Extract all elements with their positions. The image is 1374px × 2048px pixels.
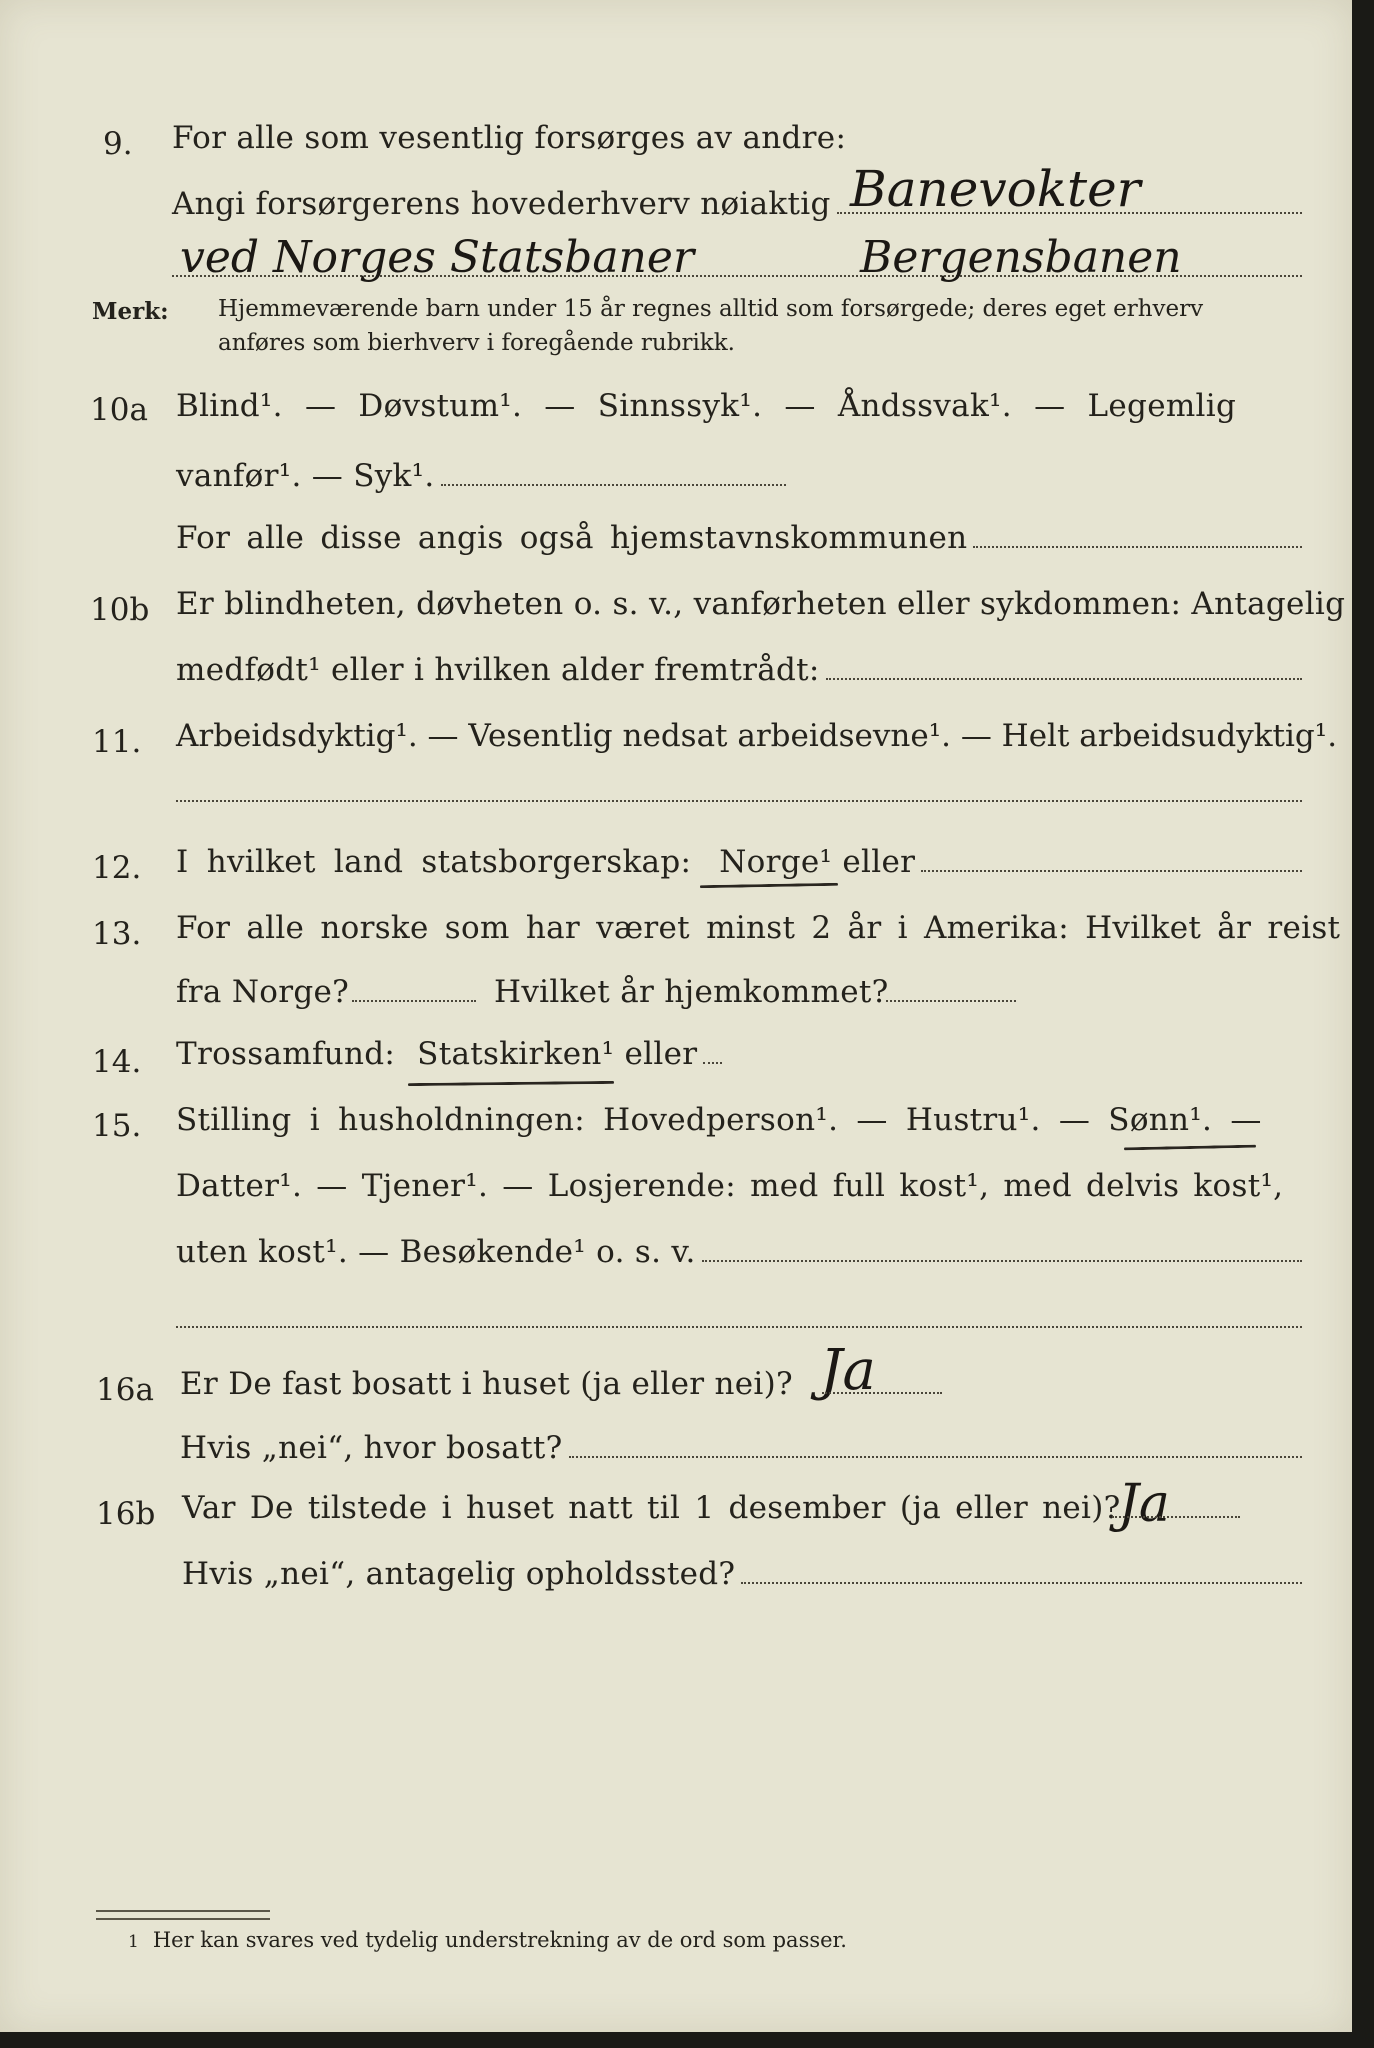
q14-answer: Statskirken¹ eller: [417, 1036, 698, 1072]
q14-line1: Trossamfund: Statskirken¹ eller: [176, 1036, 722, 1072]
q10a-line2: vanfør¹. — Syk¹.: [176, 458, 786, 494]
q16b-number: 16b: [96, 1496, 156, 1532]
footnote-rule: [96, 1910, 270, 1912]
q14-underline-statskirken: [408, 1081, 614, 1086]
q9-line1: [172, 120, 846, 156]
q16a-line1: Er De fast bosatt i huset (ja eller nei)?: [180, 1366, 793, 1402]
footnote-mark: 1: [128, 1932, 139, 1952]
q9-text-1: For alle som vesentlig forsørges av andre:: [172, 120, 847, 156]
q10b-line1: Er blindheten, døvheten o. s. v., vanførheten eller sykdommen: Antagelig: [176, 586, 1346, 622]
q9-handwritten-employer: ved Norges Statsbaner: [180, 232, 694, 283]
q16b-answer-line[interactable]: [1112, 1516, 1240, 1518]
q16b-line2: Hvis „nei“, antagelig opholdssted?: [182, 1556, 1302, 1592]
q9-number: 9.: [103, 126, 133, 162]
q10a-line1: Blind¹. — Døvstum¹. — Sinnssyk¹. — Åndssvak¹. — Legemlig: [176, 388, 1237, 424]
q16b-line1: Var De tilstede i huset natt til 1 desember (ja eller nei)?: [182, 1490, 1121, 1526]
q15-answer-line[interactable]: [702, 1259, 1302, 1262]
q11-answer-line[interactable]: [176, 800, 1302, 802]
footnote-rule-2: [96, 1918, 270, 1920]
q16a-handwritten-answer: Ja: [820, 1338, 876, 1403]
q15-line2: Datter¹. — Tjener¹. — Losjerende: med full kost¹, med delvis kost¹,: [176, 1168, 1284, 1204]
q13-line2b: Hvilket år hjemkommet?: [494, 974, 889, 1010]
q13-hjemkommet-line[interactable]: [886, 1000, 1016, 1002]
q10a-answer-line[interactable]: [441, 483, 786, 486]
merk-line1: Hjemmeværende barn under 15 år regnes alltid som forsørgede; deres eget erhverv: [218, 296, 1204, 322]
q9-text-2: Angi forsørgerens hovederhverv nøiaktig: [172, 186, 831, 222]
q10a-line3: For alle disse angis også hjemstavnskommunen: [176, 520, 1302, 556]
q10a-municipality-line[interactable]: [973, 545, 1302, 548]
q11-line1: Arbeidsdyktig¹. — Vesentlig nedsat arbeidsevne¹. — Helt arbeidsudyktig¹.: [176, 718, 1338, 754]
q14-answer-line[interactable]: [703, 1061, 722, 1064]
q15-answer-line-2[interactable]: [176, 1326, 1302, 1328]
q16a-line2: Hvis „nei“, hvor bosatt?: [180, 1430, 1302, 1466]
q12-underline-norge: [700, 883, 838, 888]
q13-reist-line[interactable]: [352, 1000, 476, 1002]
q15-number: 15.: [92, 1108, 142, 1144]
q9-handwritten-occupation: Banevokter: [850, 160, 1141, 218]
q10b-answer-line[interactable]: [826, 677, 1302, 680]
q13-line2: fra Norge?: [176, 974, 350, 1010]
merk-label: Merk:: [92, 298, 169, 325]
q16b-opholdssted-line[interactable]: [741, 1581, 1302, 1584]
q10b-number: 10b: [90, 592, 150, 628]
q12-line1: I hvilket land statsborgerskap: Norge¹ eller: [176, 844, 1302, 880]
q16a-bosatt-line[interactable]: [569, 1455, 1302, 1458]
q12-answer: Norge¹ eller: [719, 844, 916, 880]
q9-handwritten-line: Bergensbanen: [860, 232, 1182, 283]
footnote-text: Her kan svares ved tydelig understrekning av de ord som passer.: [152, 1928, 847, 1952]
q11-number: 11.: [92, 724, 142, 760]
q13-line1: For alle norske som har været minst 2 år i Amerika: Hvilket år reist: [176, 910, 1341, 946]
q16a-answer-line[interactable]: [822, 1392, 942, 1394]
q12-number: 12.: [92, 850, 142, 886]
merk-line2: anføres som bierhverv i foregående rubrikk.: [218, 330, 735, 356]
q16b-handwritten-answer: Ja: [1118, 1474, 1170, 1534]
q15-line3: uten kost¹. — Besøkende¹ o. s. v.: [176, 1234, 1302, 1270]
q10b-line2: medfødt¹ eller i hvilken alder fremtrådt:: [176, 652, 1302, 688]
q16a-number: 16a: [96, 1372, 154, 1408]
q10a-number: 10a: [90, 392, 148, 428]
q13-number: 13.: [92, 916, 142, 952]
q14-number: 14.: [92, 1044, 142, 1080]
q15-underline-sonn: [1124, 1145, 1256, 1151]
footnote: [128, 1928, 847, 1952]
q12-answer-line[interactable]: [921, 869, 1302, 872]
q15-line1: Stilling i husholdningen: Hovedperson¹. — Hustru¹. — Sønn¹. —: [176, 1102, 1262, 1138]
